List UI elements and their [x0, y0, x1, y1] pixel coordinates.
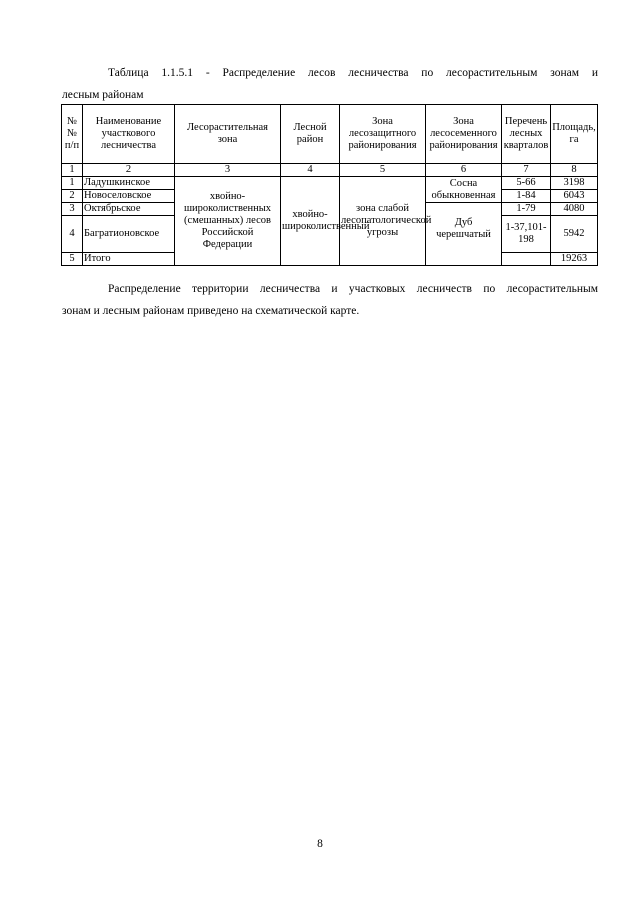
- header-cell-seed-zone: Зона лесосеменного районирования: [426, 105, 502, 164]
- column-number: 5: [340, 164, 426, 177]
- column-number: 3: [175, 164, 281, 177]
- quarters-cell: 1-79: [502, 203, 551, 216]
- header-cell-name: Наименование участкового лесничества: [83, 105, 175, 164]
- quarters-cell: 1-37,101-198: [502, 216, 551, 253]
- forest-distribution-table: [61, 104, 598, 266]
- total-quarters-cell: [502, 253, 551, 266]
- seed-zone-pine: Сосна обыкновенная: [426, 177, 502, 203]
- protection-zone-cell: зона слабой лесопатологической угрозы: [340, 177, 426, 266]
- area-cell: 3198: [551, 177, 598, 190]
- column-number: 6: [426, 164, 502, 177]
- total-label: Итого: [83, 253, 175, 266]
- row-number: 3: [62, 203, 83, 216]
- header-cell-number: № № п/п: [62, 105, 83, 164]
- seed-zone-oak-text: Дуб черешчатый: [436, 217, 491, 240]
- table-caption: [62, 62, 598, 106]
- body-paragraph: [62, 278, 598, 322]
- forestry-name: Октябрьское: [83, 203, 175, 216]
- row-number: 2: [62, 190, 83, 203]
- header-cell-area: Площадь, га: [551, 105, 598, 164]
- paragraph-line-2: зонам и лесным районам приведено на схематической карте.: [62, 305, 360, 317]
- column-number: 4: [281, 164, 340, 177]
- column-number: 7: [502, 164, 551, 177]
- table-row: [62, 177, 598, 190]
- column-number: 2: [83, 164, 175, 177]
- forest-region-cell: хвойно-широколиственный: [281, 177, 340, 266]
- quarters-cell: 5-66: [502, 177, 551, 190]
- seed-zone-oak: [426, 203, 502, 266]
- caption-line-1: Таблица 1.1.5.1 - Распределение лесов лесничества по лесорастительным зонам и: [108, 67, 598, 79]
- forestry-name: Новоселовское: [83, 190, 175, 203]
- row-number: 4: [62, 216, 83, 253]
- header-cell-zone: Лесорастительная зона: [175, 105, 281, 164]
- total-area: 19263: [551, 253, 598, 266]
- header-cell-quarters: Перечень лесных кварталов: [502, 105, 551, 164]
- area-cell: 4080: [551, 203, 598, 216]
- column-number: 1: [62, 164, 83, 177]
- page-number: 8: [317, 838, 323, 850]
- column-number-row: [62, 164, 598, 177]
- forestry-name: Багратионовское: [83, 216, 175, 253]
- quarters-cell: 1-84: [502, 190, 551, 203]
- row-number: 5: [62, 253, 83, 266]
- forest-zone-cell: хвойно-широколиственных (смешанных) лесов Российской Федерации: [175, 177, 281, 266]
- caption-line-2: лесным районам: [62, 89, 144, 101]
- forestry-name: Ладушкинское: [83, 177, 175, 190]
- area-cell: 6043: [551, 190, 598, 203]
- header-cell-region: Лесной район: [281, 105, 340, 164]
- paragraph-line-1: Распределение территории лесничества и участковых лесничеств по лесорастительным: [108, 283, 598, 295]
- area-cell: 5942: [551, 216, 598, 253]
- column-number: 8: [551, 164, 598, 177]
- row-number: 1: [62, 177, 83, 190]
- header-cell-protection-zone: Зона лесозащитного районирования: [340, 105, 426, 164]
